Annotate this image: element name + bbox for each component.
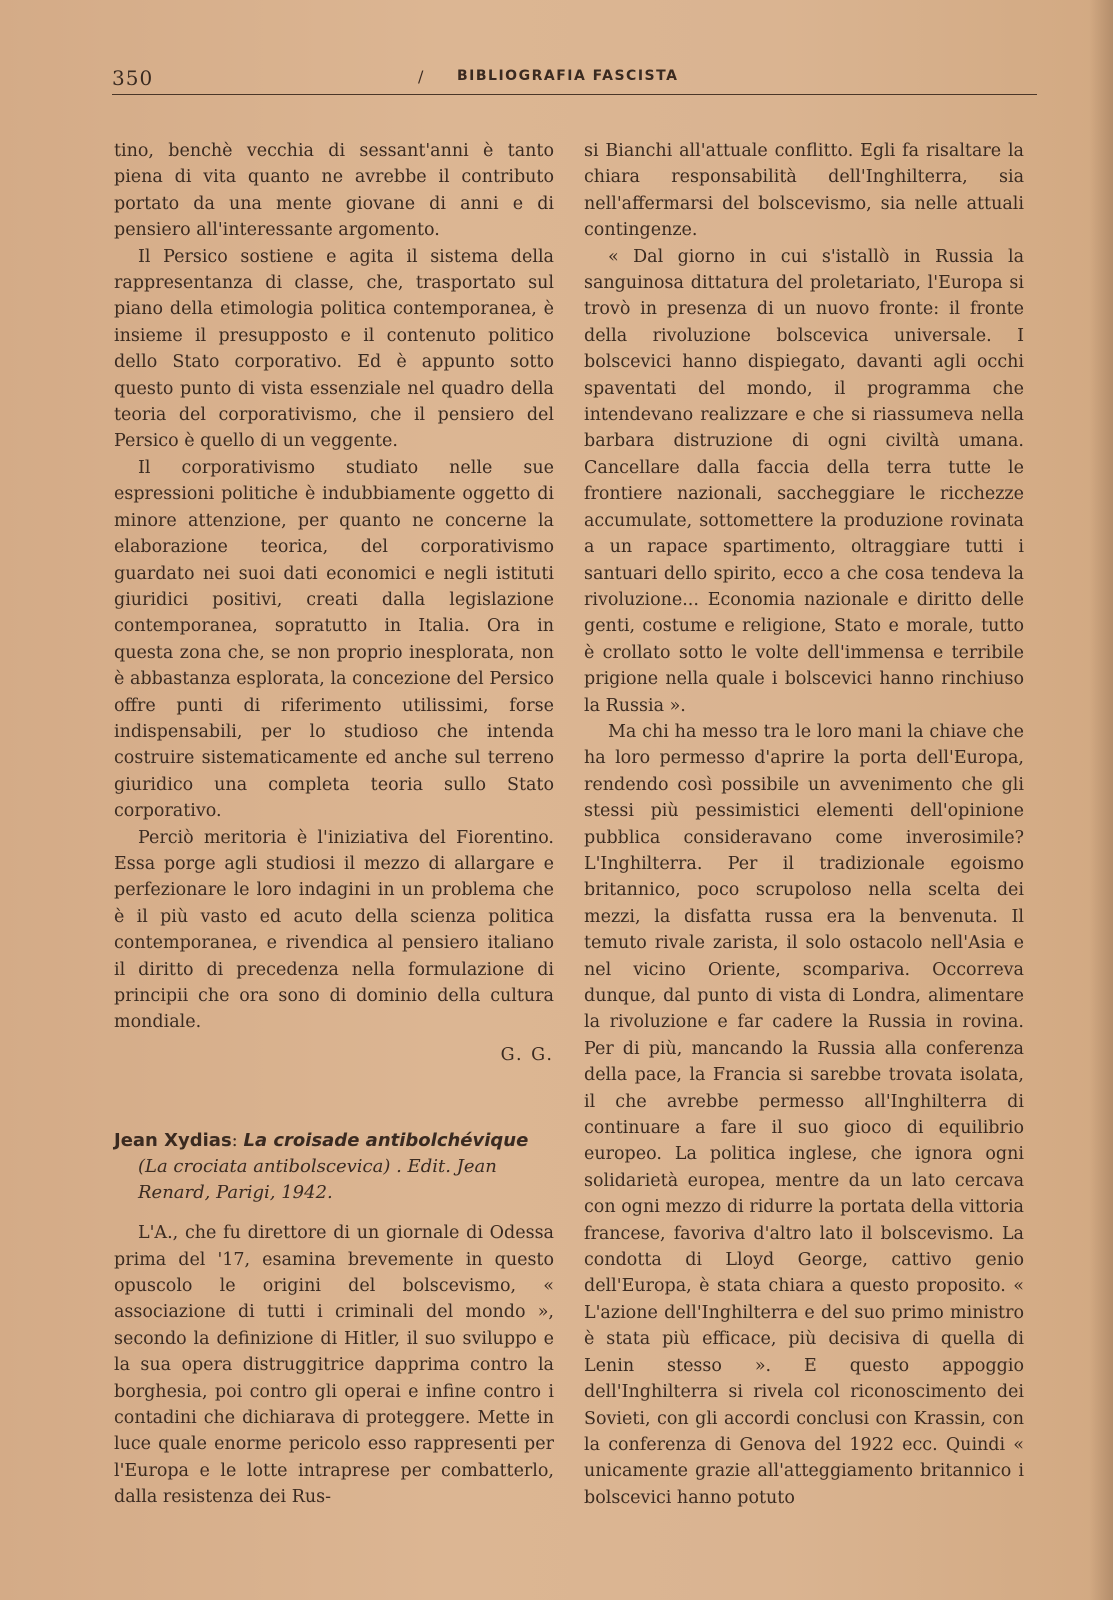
left-paragraph-3: Il corporativismo studiato nelle sue espressioni politiche è indubbiamente oggetto di minore attenzione, per quanto ne concerne la elaborazione teorica, del corporativismo guardato nei suoi dati economici e negli istituti giuridici positivi, creati dalla legislazione contemporanea, sopratutto in Italia. Ora in questa zona che, se non proprio inesplorata, non è abbastanza esplorata, la concezione del Persico offre punti di riferimento utilissimi, forse indispensabili, per lo studioso che intenda costruire sistematicamente ed anche sul terreno giuridico una completa teoria sullo Stato corporativo. bbox=[114, 457, 554, 822]
review-title: La croisade antibolchévique bbox=[243, 1130, 529, 1152]
review-heading bbox=[114, 1128, 554, 1206]
page-edge-shadow bbox=[1089, 0, 1113, 1600]
page-number: 350 bbox=[112, 66, 154, 90]
header-rule bbox=[112, 94, 1037, 95]
review-author: Jean Xydias bbox=[114, 1130, 232, 1152]
review-body-paragraph: L'A., che fu direttore di un giornale di Odessa prima del '17, esamina brevemente in questo opuscolo le origini del bolscevismo, « associazione di tutti i criminali del mondo », secondo la definizione di Hitler, il suo sviluppo e la sua opera distruggitrice dapprima contro la borghesia, poi contro gli operai e infine contro i contadini che dichiarava di proteggere. Mette in luce quale enorme pericolo esso rappresenti per l'Europa e le lotte intraprese per combatterlo, dalla resistenza dei Rus- bbox=[114, 1223, 554, 1508]
right-paragraph-1: si Bianchi all'attuale conflitto. Egli fa risaltare la chiara responsabilità dell'Inghilterra, sia nell'affermarsi del bolscevismo, sia nelle attuali contingenze. bbox=[584, 141, 1024, 241]
left-column bbox=[114, 138, 554, 1511]
running-title: BIBLIOGRAFIA FASCISTA bbox=[457, 68, 679, 84]
header-slash: / bbox=[418, 67, 424, 86]
left-paragraph-4: Perciò meritoria è l'iniziativa del Fiorentino. Essa porge agli studiosi il mezzo di allargare e perfezionare le loro indagini in un problema che è il più vasto ed acuto della scienza politica contemporanea, e rivendica al pensiero italiano il diritto di precedenza nella formulazione di principii che ora sono di dominio della cultura mondiale. bbox=[114, 827, 554, 1033]
review-translation: (La crociata antibolscevica) bbox=[138, 1156, 391, 1178]
left-paragraph-2: Il Persico sostiene e agita il sistema della rappresentanza di classe, che, trasportato sul piano della etimologia politica contemporanea, è insieme il presupposto e il contenuto politico dello Stato corporativo. Ed è appunto sotto questo punto di vista essenziale nel quadro della teoria del corporativismo, che il pensiero del Persico è quello di un veggente. bbox=[114, 246, 554, 452]
right-column bbox=[584, 138, 1024, 1511]
right-paragraph-2: « Dal giorno in cui s'istallò in Russia la sanguinosa dittatura del proletariato, l'Europa si trovò in presenza di un nuovo fronte: il fronte della rivoluzione bolscevica universale. I bolscevici hanno dispiegato, davanti agli occhi spaventati del mondo, il programma che intendevano realizzare e che si riassumeva nella barbara distruzione di ogni civiltà umana. Cancellare dalla faccia della terra tutte le frontiere nazionali, saccheggiare le ricchezze accumulate, sottomettere la produzione rovinata a un rapace spartimento, oltraggiare tutti i santuari dello spirito, ecco a che cosa tendeva la rivoluzione... Economia nazionale e diritto delle genti, costume e religione, Stato e morale, tutto è crollato sotto le volte dell'immensa e terribile prigione nella quale i bolscevici hanno rinchiuso la Russia ». bbox=[584, 246, 1024, 716]
review-signature: G. G. bbox=[500, 1044, 554, 1065]
left-paragraph-1: tino, benchè vecchia di sessant'anni è tanto piena di vita quanto ne avrebbe il contributo portato da una mente giovane di anni e di pensiero all'interessante argomento. bbox=[114, 141, 554, 241]
review-separator: : bbox=[231, 1130, 238, 1152]
right-paragraph-3: Ma chi ha messo tra le loro mani la chiave che ha loro permesso d'aprire la porta dell'Europa, rendendo così possibile un avvenimento che gli stessi più pessimistici elementi dell'opinione pubblica consideravano come inverosimile? L'Inghilterra. Per il tradizionale egoismo britannico, poco scrupoloso nella scelta dei mezzi, la disfatta russa era la benvenuta. Il temuto rivale zarista, il solo ostacolo nell'Asia e nel vicino Oriente, scompariva. Occorreva dunque, dal punto di vista di Londra, alimentare la rivoluzione e far cadere la Russia in rovina. Per di più, mancando la Russia alla conferenza della pace, la Francia si sarebbe trovata isolata, il che avrebbe permesso all'Inghilterra di continuare a fare il suo gioco di equilibrio europeo. La politica inglese, che ignora ogni solidarietà europea, mentre da un lato cercava con ogni mezzo di ridurre la portata della vittoria francese, favoriva d'altro lato il bolscevismo. La condotta di Lloyd George, cattivo genio dell'Europa, è stata chiara a questo proposito. « L'azione dell'Inghilterra e del suo primo ministro è stata più efficace, più decisiva di quella di Lenin stesso ». E questo appoggio dell'Inghilterra si rivela col riconoscimento dei Sovieti, con gli accordi conclusi con Krassin, con la conferenza di Genova del 1922 ecc. Quindi « unicamente grazie all'atteggiamento britannico i bolscevici hanno potuto bbox=[584, 721, 1024, 1508]
running-header bbox=[112, 64, 1032, 104]
review-publisher: . Edit. Jean Renard, Parigi, 1942. bbox=[138, 1156, 497, 1204]
